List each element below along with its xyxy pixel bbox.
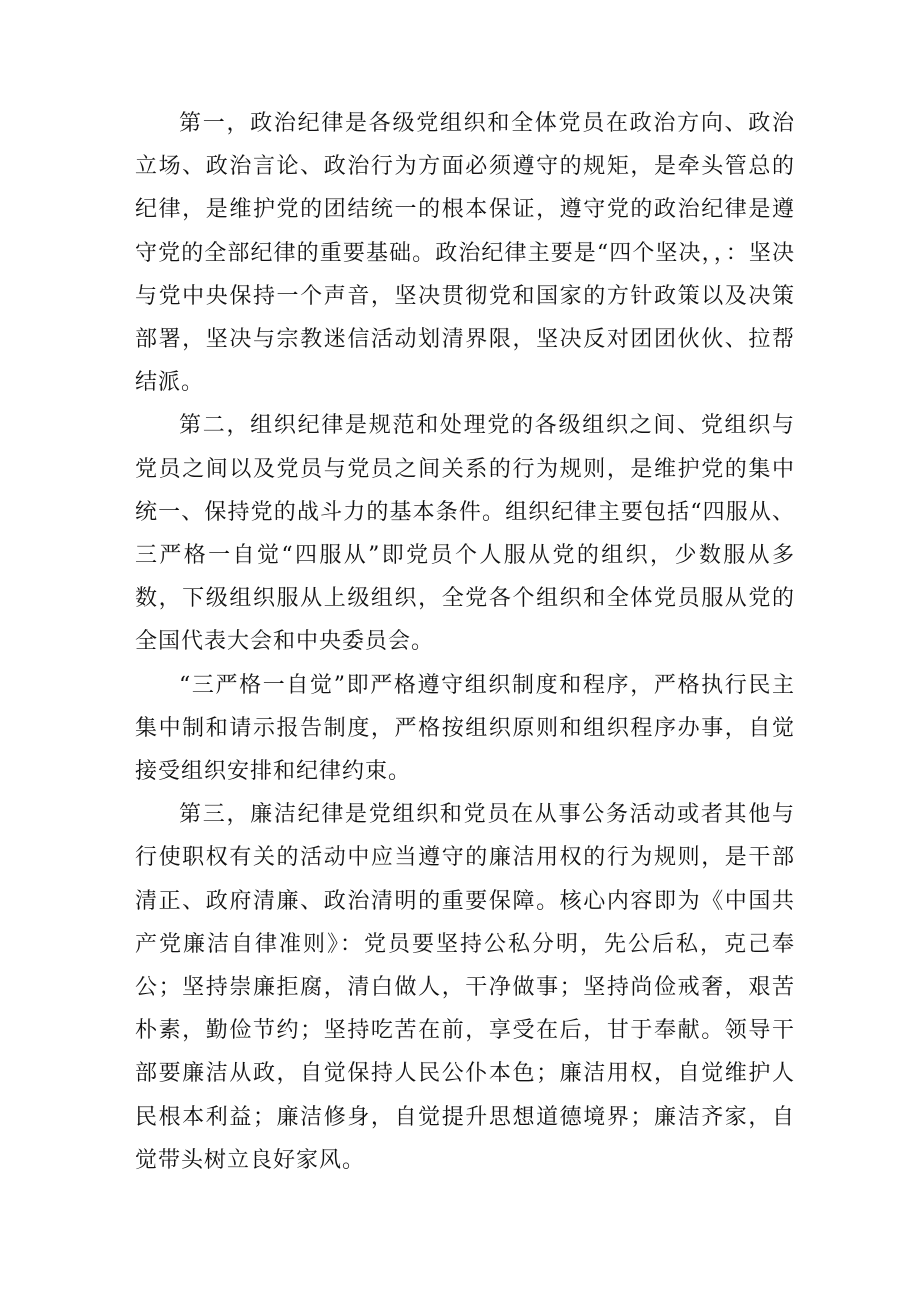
paragraph-integrity-discipline: 第三，廉洁纪律是党组织和党员在从事公务活动或者其他与行使职权有关的活动中应当遵守的廉洁用权的行为规则，是干部清正、政府清廉、政治清明的重要保障。核心内容即为《中国共产党廉洁自律准则》：党员要坚持公私分明，先公后私，克己奉公；坚持崇廉拒腐，清白做人，干净做事；坚持尚俭戒奢，艰苦朴素，勤俭节约；坚持吃苦在前，享受在后，甘于奉献。领导干部要廉洁从政，自觉保持人民公仆本色；廉洁用权，自觉维护人民根本利益；廉洁修身，自觉提升思想道德境界；廉洁齐家，自觉带头树立良好家风。	[135, 802, 795, 1173]
paragraph-political-discipline: 第一，政治纪律是各级党组织和全体党员在政治方向、政治立场、政治言论、政治行为方面必须遵守的规矩，是牵头管总的纪律，是维护党的团结统一的根本保证，遵守党的政治纪律是遵守党的全部纪律的重要基础。政治纪律主要是“四个坚决，，：坚决与党中央保持一个声音，坚决贯彻党和国家的方针政策以及决策部署，坚决与宗教迷信活动划清界限，坚决反对团团伙伙、拉帮结派。	[135, 111, 795, 396]
paragraph-organizational-discipline: 第二，组织纪律是规范和处理党的各级组织之间、党组织与党员之间以及党员与党员之间关系的行为规则，是维护党的集中统一、保持党的战斗力的基本条件。组织纪律主要包括“四服从、三严格一自觉“四服从”即党员个人服从党的组织，少数服从多数，下级组织服从上级组织，全党各个组织和全体党员服从党的全国代表大会和中央委员会。	[135, 413, 795, 655]
document-body	[135, 102, 795, 1182]
paragraph-three-strict-one-conscious: “三严格一自觉”即严格遵守组织制度和程序，严格执行民主集中制和请示报告制度，严格按组织原则和组织程序办事，自觉接受组织安排和纪律约束。	[135, 672, 795, 785]
